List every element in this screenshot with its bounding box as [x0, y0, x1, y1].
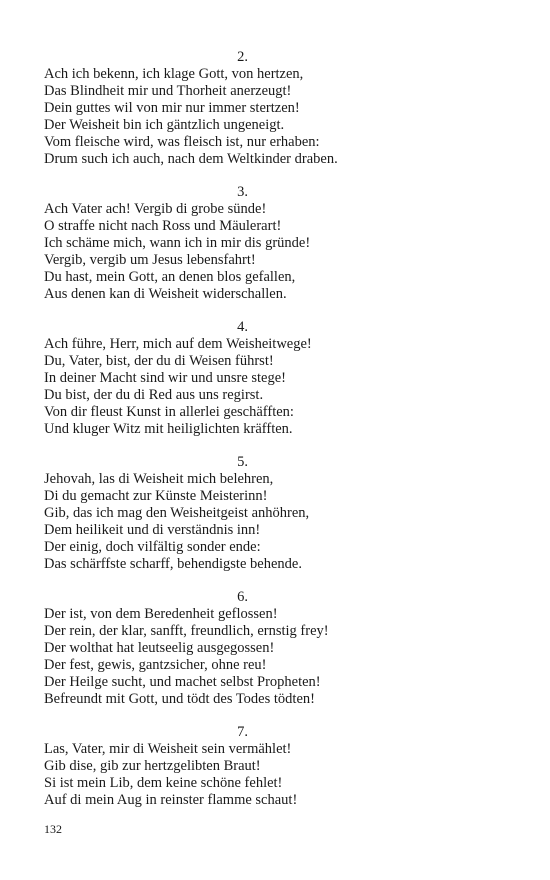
verse-line: Du, Vater, bist, der du di Weisen führst! — [44, 353, 274, 369]
verse-line: Von dir fleust Kunst in allerlei geschäfften: — [44, 404, 294, 420]
verse-line: Gib dise, gib zur hertzgelibten Braut! — [44, 758, 261, 774]
verse-line: Der Weisheit bin ich gäntzlich ungeneigt. — [44, 117, 285, 133]
verse-line: Du hast, mein Gott, an denen blos gefallen, — [44, 269, 296, 285]
verse-line: Das schärffste scharff, behendigste behende. — [44, 556, 302, 572]
verse-line: Der Heilge sucht, und machet selbst Propheten! — [44, 674, 321, 690]
verse-line: Und kluger Witz mit heiliglichten kräfften. — [44, 421, 293, 437]
stanza — [44, 49, 444, 168]
poem-page — [44, 49, 444, 825]
stanza-number: 3. — [237, 184, 248, 200]
page-number: 132 — [44, 822, 62, 836]
verse-line: Der wolthat hat leutseelig ausgegossen! — [44, 640, 275, 656]
stanza — [44, 184, 444, 303]
verse-line: Der einig, doch vilfältig sonder ende: — [44, 539, 261, 555]
stanza-number: 5. — [237, 454, 248, 470]
verse-line: Der rein, der klar, sanfft, freundlich, ernstig frey! — [44, 623, 329, 639]
verse-line: Gib, das ich mag den Weisheitgeist anhöhren, — [44, 505, 310, 521]
verse-line: Aus denen kan di Weisheit widerschallen. — [44, 286, 287, 302]
verse-line: Das Blindheit mir und Thorheit anerzeugt! — [44, 83, 292, 99]
verse-line: Auf di mein Aug in reinster flamme schaut! — [44, 792, 298, 808]
verse-line: Di du gemacht zur Künste Meisterinn! — [44, 488, 268, 504]
verse-line: Drum such ich auch, nach dem Weltkinder draben. — [44, 151, 338, 167]
verse-line: Ach ich bekenn, ich klage Gott, von hertzen, — [44, 66, 304, 82]
verse-line: Jehovah, las di Weisheit mich belehren, — [44, 471, 274, 487]
stanza-number: 7. — [237, 724, 248, 740]
verse-line: O straffe nicht nach Ross und Mäulerart! — [44, 218, 282, 234]
stanza — [44, 319, 444, 438]
stanza — [44, 454, 444, 573]
verse-line: Si ist mein Lib, dem keine schöne fehlet! — [44, 775, 283, 791]
verse-line: Befreundt mit Gott, und tödt des Todes tödten! — [44, 691, 315, 707]
verse-line: Vergib, vergib um Jesus lebensfahrt! — [44, 252, 256, 268]
verse-line: Du bist, der du di Red aus uns regirst. — [44, 387, 264, 403]
verse-line: Dein guttes wil von mir nur immer stertzen! — [44, 100, 300, 116]
verse-line: Vom fleische wird, was fleisch ist, nur erhaben: — [44, 134, 320, 150]
stanza-number: 4. — [237, 319, 248, 335]
verse-line: Der fest, gewis, gantzsicher, ohne reu! — [44, 657, 267, 673]
stanza-number: 2. — [237, 49, 248, 65]
verse-line: Las, Vater, mir di Weisheit sein vermählet! — [44, 741, 292, 757]
stanza-number: 6. — [237, 589, 248, 605]
stanza — [44, 589, 444, 708]
verse-line: In deiner Macht sind wir und unsre stege! — [44, 370, 287, 386]
verse-line: Dem heilikeit und di verständnis inn! — [44, 522, 261, 538]
stanza — [44, 724, 444, 809]
verse-line: Ich schäme mich, wann ich in mir dis gründe! — [44, 235, 311, 251]
verse-line: Ach Vater ach! Vergib di grobe sünde! — [44, 201, 267, 217]
verse-line: Der ist, von dem Beredenheit geflossen! — [44, 606, 278, 622]
verse-line: Ach führe, Herr, mich auf dem Weisheitwege! — [44, 336, 312, 352]
